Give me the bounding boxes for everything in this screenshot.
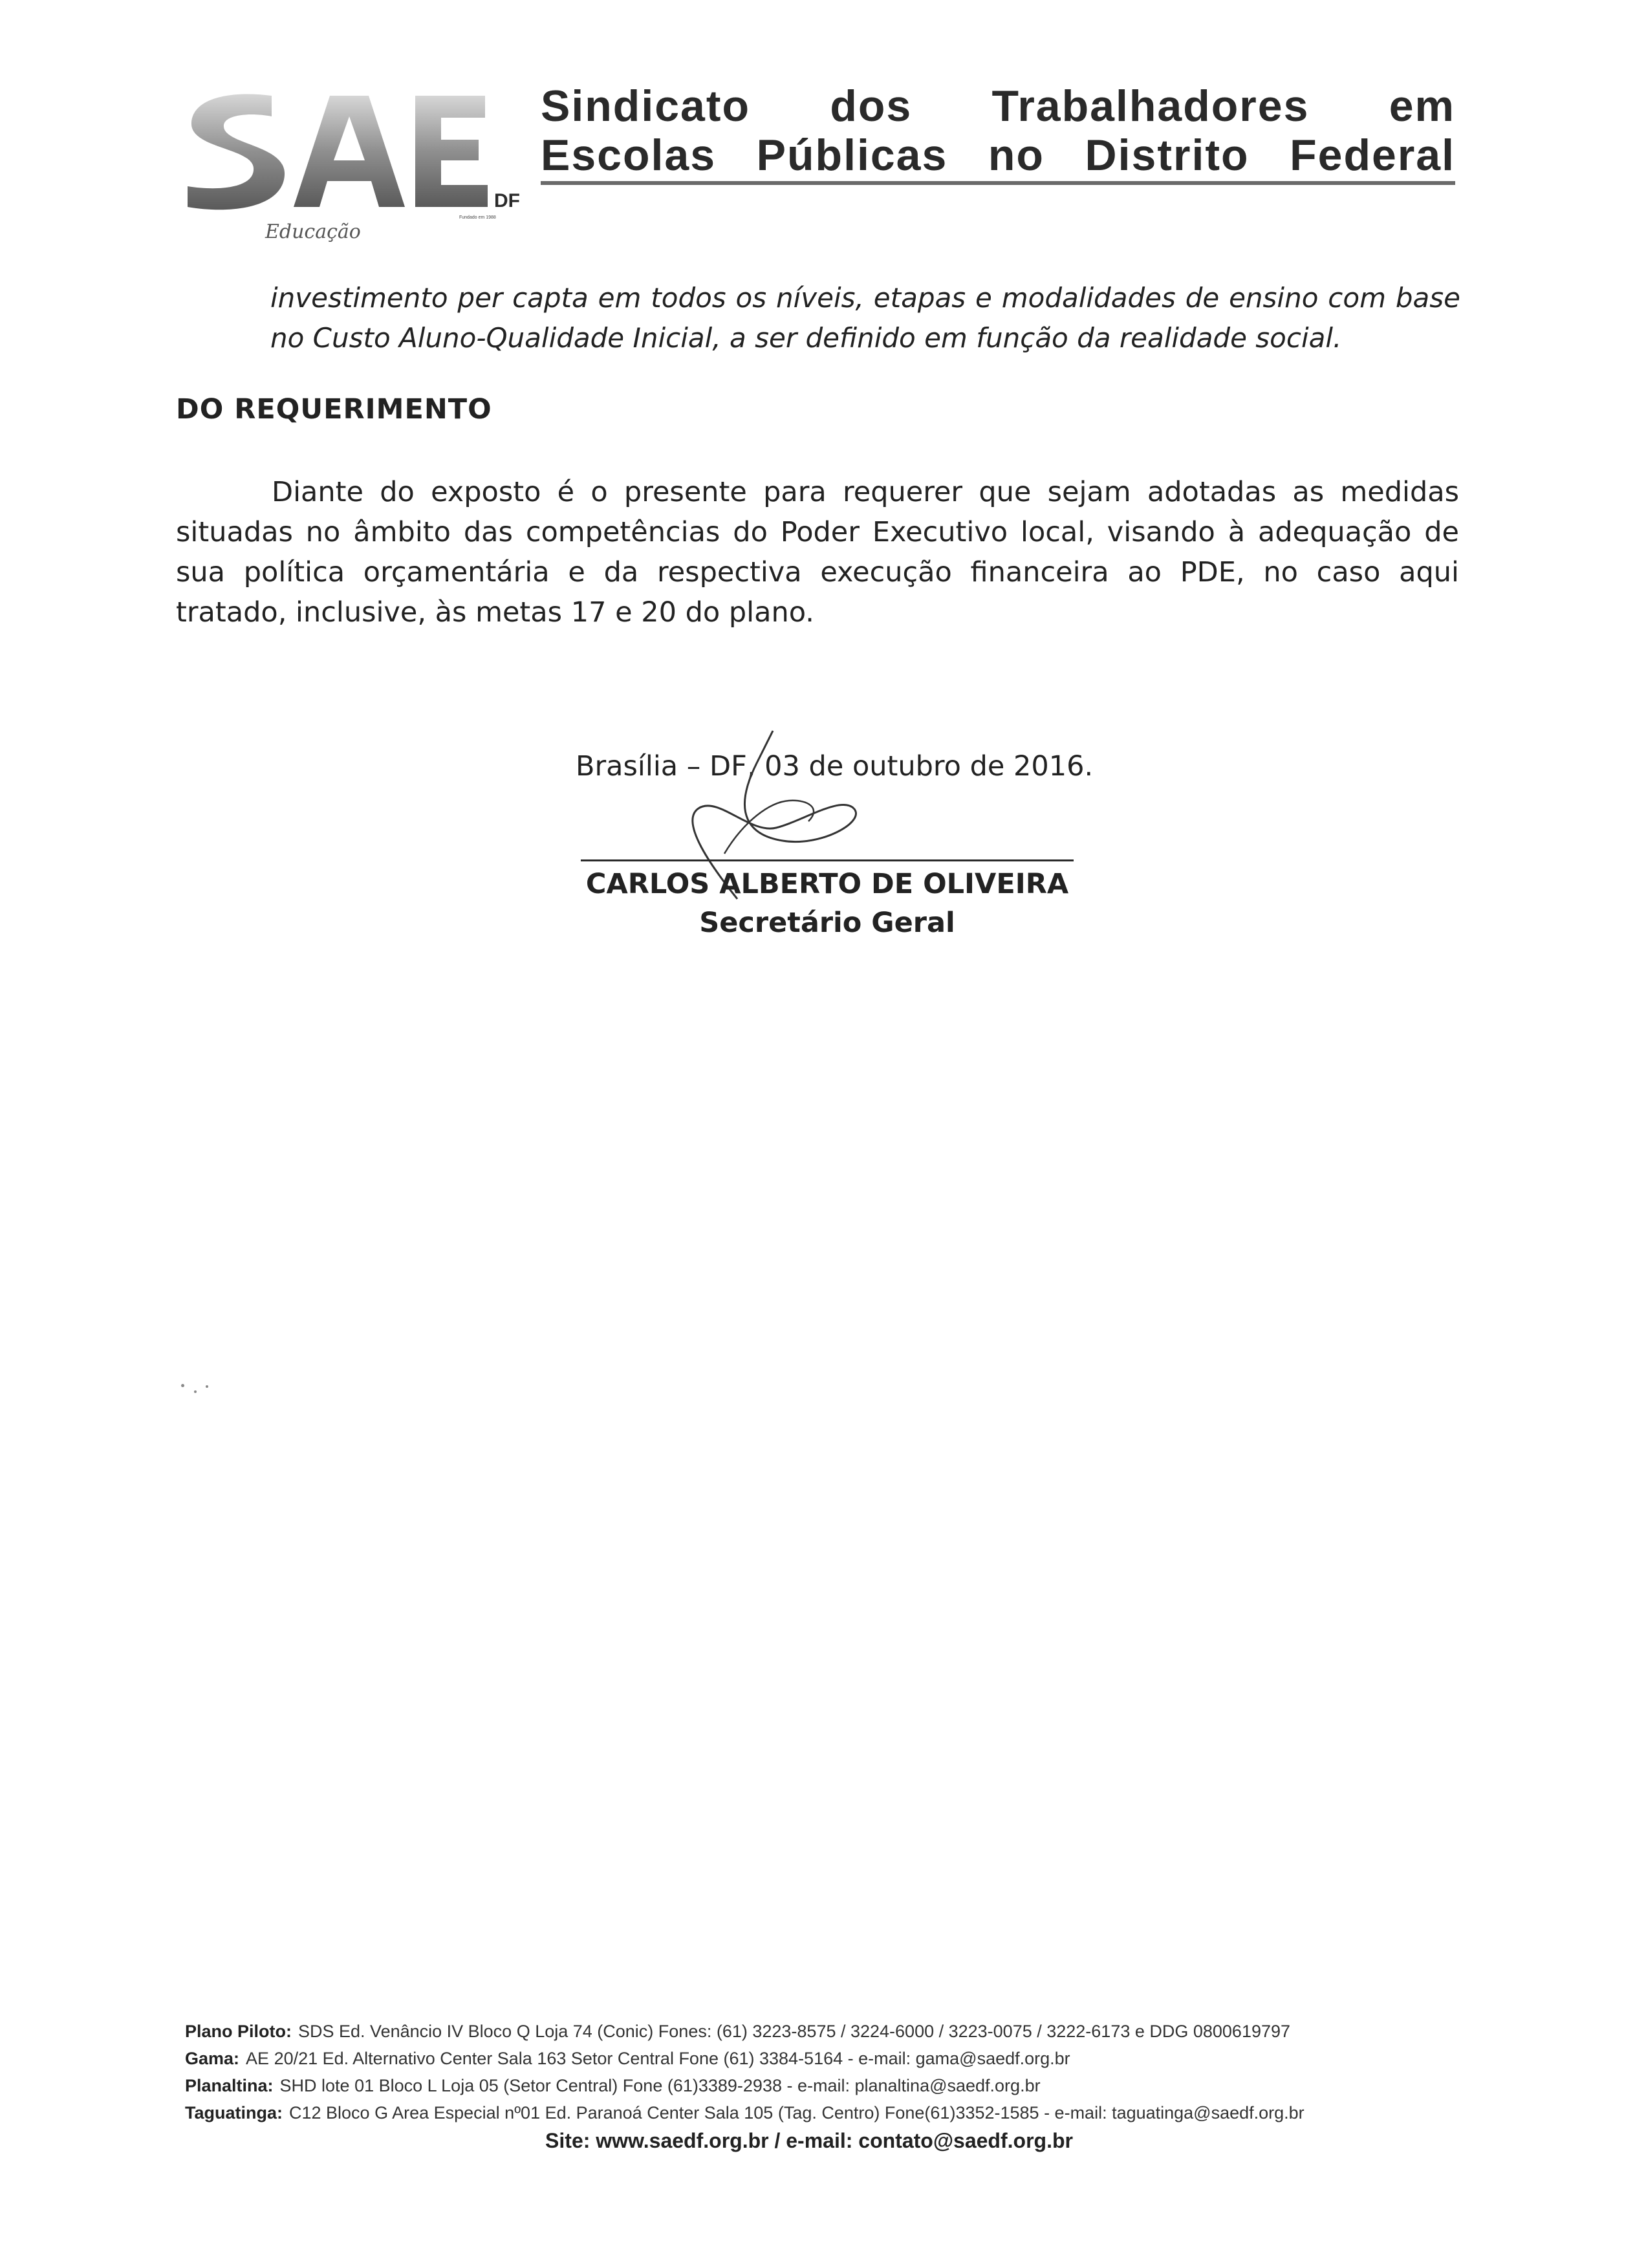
footer-label: Plano Piloto:	[185, 2022, 292, 2041]
section-heading: DO REQUERIMENTO	[176, 393, 492, 426]
footer-label: Gama:	[185, 2049, 240, 2068]
continuation-paragraph: investimento per capta em todos os níveis, etapas e modalidades de ensino com base no Custo Aluno-Qualidade Inicial, a ser definido em função da realidade social.	[270, 282, 1460, 354]
header-rule	[541, 181, 1455, 185]
signer-title: Secretário Geral	[699, 907, 955, 939]
footer	[185, 2018, 1433, 2153]
footer-text: C12 Bloco G Area Especial nº01 Ed. Paranoá Center Sala 105 (Tag. Centro) Fone(61)3352-1585 - e-mail: taguatinga@saedf.org.br	[289, 2103, 1305, 2122]
scan-speck	[194, 1390, 197, 1393]
footer-line-taguatinga	[185, 2099, 1433, 2126]
dateline: Brasília – DF, 03 de outubro de 2016.	[576, 750, 1094, 783]
logo-script-text: Educação	[265, 221, 361, 243]
footer-label: Taguatinga:	[185, 2103, 283, 2122]
footer-site-line: Site: www.saedf.org.br / e-mail: contato@saedf.org.br	[545, 2129, 1073, 2152]
footer-text: SDS Ed. Venâncio IV Bloco Q Loja 74 (Conic) Fones: (61) 3223-8575 / 3224-6000 / 3223-0075 / 3222-6173 e DDG 0800619797	[298, 2022, 1291, 2041]
scan-speck	[181, 1384, 184, 1387]
footer-line-planaltina	[185, 2072, 1433, 2099]
request-paragraph: Diante do exposto é o presente para requerer que sejam adotadas as medidas situadas no âmbito das competências do Poder Executivo local, visando à adequação de sua política orçamentária e da respectiva execução financeira ao PDE, no caso aqui tratado, inclusive, às metas 17 e 20 do plano.	[176, 476, 1459, 629]
org-line2-text: Escolas Públicas no Distrito Federal	[541, 131, 1455, 180]
signer-name: CARLOS ALBERTO DE OLIVEIRA	[585, 868, 1069, 900]
sae-df-logo	[175, 78, 537, 246]
scan-speck	[206, 1385, 208, 1388]
organization-name-line1	[541, 81, 1455, 131]
letterhead	[175, 78, 1455, 246]
footer-text: AE 20/21 Ed. Alternativo Center Sala 163 Setor Central Fone (61) 3384-5164 - e-mail: gama@saedf.org.br	[246, 2049, 1070, 2068]
signature-line	[581, 859, 1074, 861]
org-line1-text: Sindicato dos Trabalhadores em	[541, 81, 1455, 131]
footer-text: SHD lote 01 Bloco L Loja 05 (Setor Central) Fone (61)3389-2938 - e-mail: planaltina@saedf.org.br	[279, 2076, 1041, 2095]
logo-fine-print: Fundado em 1988	[459, 215, 496, 220]
footer-line-plano-piloto	[185, 2018, 1433, 2045]
footer-label: Planaltina:	[185, 2076, 274, 2095]
footer-line-gama	[185, 2045, 1433, 2072]
logo-df-suffix: DF	[494, 190, 520, 211]
organization-name-line2	[541, 131, 1455, 180]
organization-name	[541, 81, 1455, 180]
